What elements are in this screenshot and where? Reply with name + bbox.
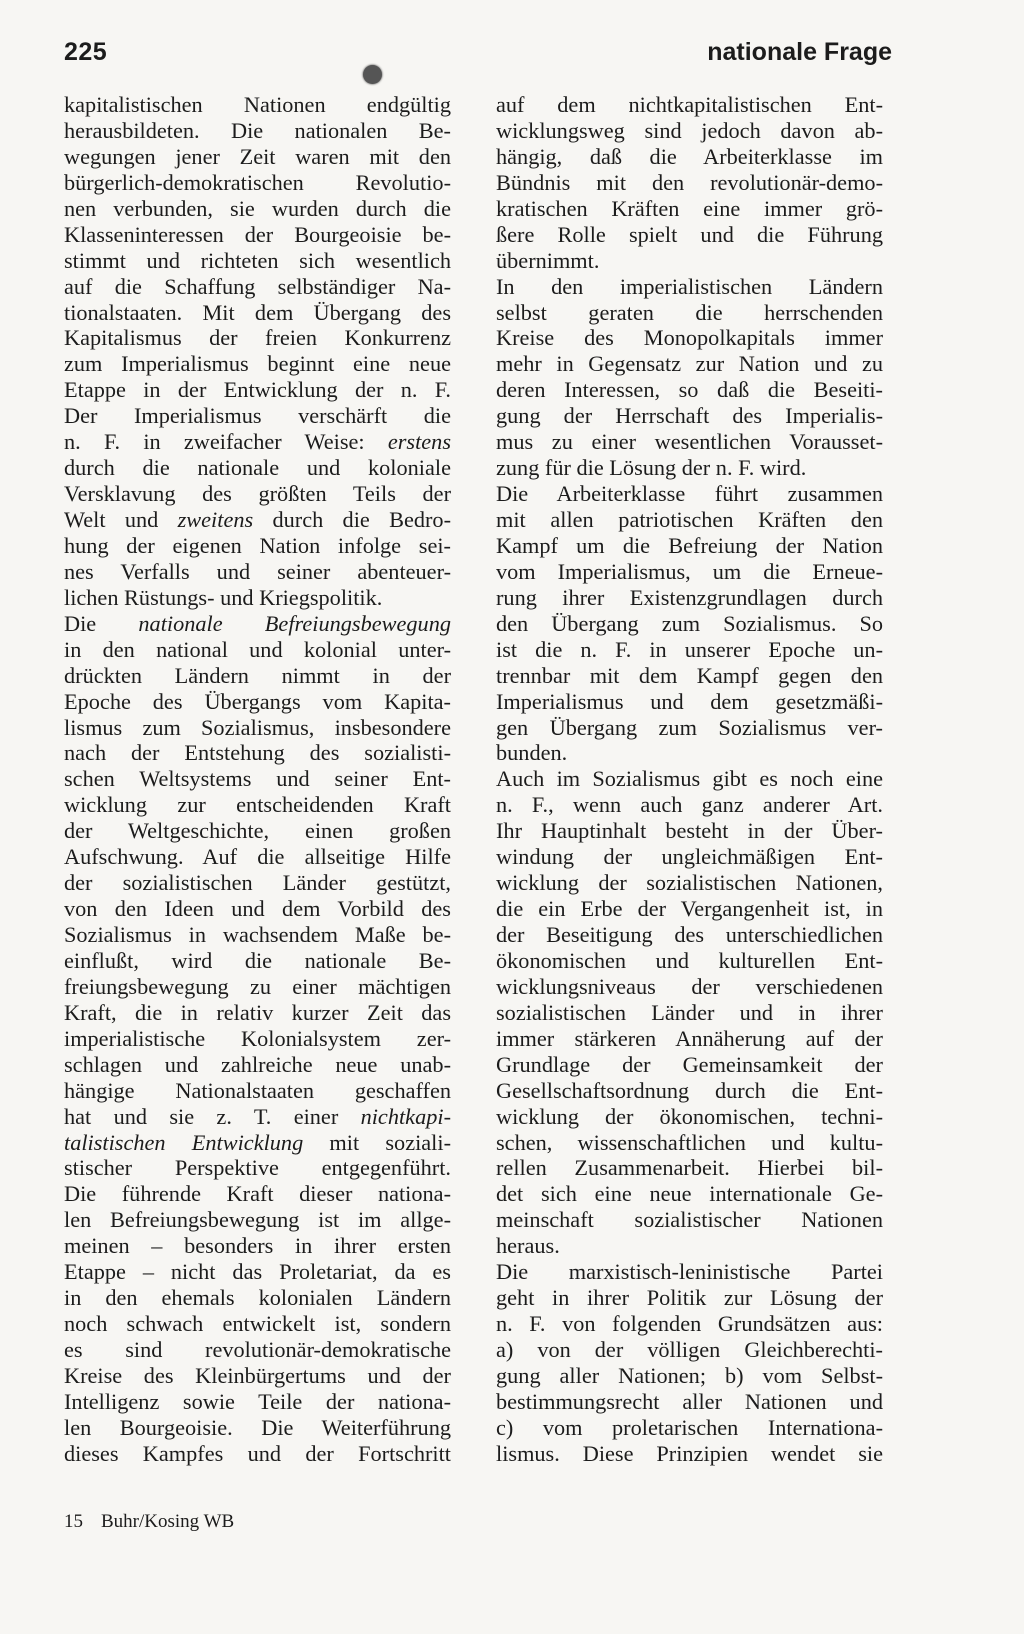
text-run: in den national und kolonial unter- (64, 636, 451, 662)
text-line (496, 974, 883, 1000)
text-run: nen verbunden, sie wurden durch die (64, 195, 451, 221)
text-run: Sozialismus in wachsendem Maße be- (64, 922, 451, 947)
text-run: hängig, daß die Arbeiterklasse im (496, 143, 883, 169)
text-line (64, 974, 451, 1000)
text-run: hung der eigenen Nation infolge sei- (64, 532, 451, 558)
left-text-column (64, 92, 451, 1467)
text-line (496, 274, 883, 300)
text-run: rellen Zusammenarbeit. Hierbei bil- (496, 1155, 883, 1181)
text-run: len Befreiungsbewegung ist im allge- (64, 1207, 451, 1233)
italic-term: zweitens (177, 507, 254, 532)
text-run: mit allen patriotischen Kräften den (496, 507, 883, 532)
text-run: ßere Rolle spielt und die Führung (496, 221, 883, 247)
text-line (496, 351, 883, 377)
text-run: Die (64, 610, 139, 636)
text-run: selbst geraten die herrschenden (496, 299, 883, 325)
text-line (64, 663, 451, 689)
running-title: nationale Frage (707, 38, 892, 66)
text-line (496, 715, 883, 741)
italic-term: nichtkapi- (360, 1103, 451, 1129)
text-line (496, 429, 883, 455)
text-run: wicklung der ökonomischen, techni- (496, 1103, 883, 1129)
text-run: wicklung der sozialistischen Nationen, (496, 870, 883, 896)
text-line (496, 611, 883, 637)
text-line (64, 1441, 451, 1467)
text-line (64, 274, 451, 300)
text-line (64, 740, 451, 766)
text-line (64, 429, 451, 455)
text-line (496, 377, 883, 403)
text-run: Gesellschaftsordnung durch die Ent- (496, 1077, 883, 1103)
text-run: Die Arbeiterklasse führt zusammen (496, 481, 883, 507)
text-run: Kreise des Kleinbürgertums und der (64, 1362, 451, 1388)
text-run: Der Imperialismus verschärft die (64, 403, 451, 429)
text-line (496, 1104, 883, 1130)
text-line (64, 92, 451, 118)
text-line (496, 1130, 883, 1156)
text-run: trennbar mit dem Kampf gegen den (496, 662, 883, 688)
text-line (496, 1363, 883, 1389)
text-line (64, 818, 451, 844)
text-line (496, 663, 883, 689)
text-run: stimmt und richteten sich wesentlich (64, 247, 451, 273)
text-run: deren Interessen, so daß die Beseiti- (496, 377, 883, 403)
text-line (64, 792, 451, 818)
text-line (64, 1207, 451, 1233)
text-line (64, 325, 451, 351)
text-line (496, 689, 883, 715)
text-line (496, 844, 883, 870)
text-run: Bündnis mit den revolutionär-demo- (496, 169, 883, 195)
italic-term: erstens (387, 429, 451, 455)
text-run: Etappe – nicht das Proletariat, da es (64, 1259, 451, 1285)
italic-term: nationale Befreiungsbewegung (138, 610, 451, 636)
text-line (64, 870, 451, 896)
text-line (496, 248, 883, 274)
text-line (496, 818, 883, 844)
text-run: vom Imperialismus, um die Erneue- (496, 558, 883, 584)
text-run: Grundlage der Gemeinsamkeit der (496, 1051, 883, 1077)
text-line (496, 222, 883, 248)
text-line (496, 637, 883, 663)
text-line (64, 507, 451, 533)
text-line (496, 922, 883, 948)
text-run: mit soziali- (303, 1129, 451, 1155)
text-line (64, 1155, 451, 1181)
text-line (496, 170, 883, 196)
text-line (496, 1181, 883, 1207)
text-line (64, 585, 451, 611)
text-run: Versklavung des größten Teils der (64, 481, 451, 507)
text-run: noch schwach entwickelt ist, sondern (64, 1311, 451, 1337)
ink-blot-mark (363, 65, 382, 84)
text-line (496, 792, 883, 818)
text-run: der Beseitigung des unterschiedlichen (496, 922, 883, 947)
text-run: ökonomischen und kulturellen Ent- (496, 947, 883, 973)
text-run: Aufschwung. Auf die allseitige Hilfe (64, 844, 451, 870)
text-run: in den ehemals kolonialen Ländern (64, 1285, 451, 1311)
text-run: sozialistischen Länder und in ihrer (496, 999, 883, 1025)
text-run: freiungsbewegung zu einer mächtigen (64, 973, 451, 999)
text-run: Die marxistisch-leninistische Partei (496, 1259, 883, 1285)
text-run: c) vom proletarischen Internationa- (496, 1414, 883, 1440)
text-run: zum Imperialismus beginnt eine neue (64, 351, 451, 377)
text-line (64, 1415, 451, 1441)
text-run: stischer Perspektive entgegenführt. (64, 1155, 451, 1181)
text-line (496, 585, 883, 611)
text-run: mus zu einer wesentlichen Vorausset- (496, 429, 883, 455)
signature-title: Buhr/Kosing WB (101, 1511, 235, 1532)
text-line (64, 766, 451, 792)
text-run: In den imperialistischen Ländern (496, 273, 883, 299)
text-run: gen Übergang zum Sozialismus ver- (496, 714, 883, 740)
text-run: herausbildeten. Die nationalen Be- (64, 117, 451, 143)
text-run: Etappe in der Entwicklung der n. F. (64, 377, 451, 403)
text-run: a) von der völligen Gleichberechti- (496, 1337, 883, 1362)
text-line (496, 1337, 883, 1363)
text-line (496, 325, 883, 351)
text-run: gung aller Nationen; b) vom Selbst- (496, 1362, 883, 1388)
text-run: der sozialistischen Länder gestützt, (64, 870, 451, 896)
text-line (496, 740, 883, 766)
text-line (64, 403, 451, 429)
text-run: wicklung zur entscheidenden Kraft (64, 792, 451, 818)
text-run: bestimmungsrecht aller Nationen und (496, 1388, 883, 1414)
text-run: det sich eine neue internationale Ge- (496, 1181, 883, 1207)
text-line (64, 481, 451, 507)
text-line (64, 948, 451, 974)
text-line (64, 896, 451, 922)
text-line (496, 481, 883, 507)
text-line (496, 1285, 883, 1311)
text-run: geht in ihrer Politik zur Lösung der (496, 1285, 883, 1311)
text-run: hängige Nationalstaaten geschaffen (64, 1077, 451, 1103)
text-line (64, 533, 451, 559)
text-run: bürgerlich-demokratischen Revolutio- (64, 169, 451, 195)
text-run: imperialistische Kolonialsystem zer- (64, 1025, 451, 1051)
text-run: die ein Erbe der Vergangenheit ist, in (496, 896, 883, 922)
text-line (64, 1233, 451, 1259)
text-run: bunden. (496, 740, 568, 766)
text-run: Intelligenz sowie Teile der nationa- (64, 1388, 451, 1414)
text-line (64, 637, 451, 663)
text-run: n. F. in zweifacher Weise: (64, 429, 388, 455)
text-run: meinschaft sozialistischer Nationen (496, 1207, 883, 1233)
text-line (496, 196, 883, 222)
text-line (64, 248, 451, 274)
text-line (64, 689, 451, 715)
text-run: übernimmt. (496, 247, 600, 273)
text-run: immer stärkeren Annäherung auf der (496, 1025, 883, 1051)
text-line (496, 1233, 883, 1259)
text-line (64, 300, 451, 326)
text-run: nach der Entstehung des sozialisti- (64, 740, 451, 766)
text-line (64, 196, 451, 222)
text-run: wicklungsniveaus der verschiedenen (496, 973, 883, 999)
text-run: durch die Bedro- (253, 507, 451, 532)
text-line (64, 1104, 451, 1130)
text-line (496, 1415, 883, 1441)
text-run: zung für die Lösung der n. F. wird. (496, 455, 807, 481)
text-run: kapitalistischen Nationen endgültig (64, 92, 451, 117)
text-run: lichen Rüstungs- und Kriegspolitik. (64, 584, 383, 610)
text-line (496, 766, 883, 792)
text-line (496, 559, 883, 585)
text-line (496, 896, 883, 922)
text-run: gung der Herrschaft des Imperialis- (496, 403, 883, 429)
text-run: lismus zum Sozialismus, insbesondere (64, 714, 451, 740)
text-run: einflußt, wird die nationale Be- (64, 947, 451, 973)
text-line (64, 144, 451, 170)
text-line (496, 1052, 883, 1078)
text-run: len Bourgeoisie. Die Weiterführung (64, 1414, 451, 1440)
text-line (64, 1181, 451, 1207)
text-line (496, 1000, 883, 1026)
text-run: ist die n. F. in unserer Epoche un- (496, 636, 883, 662)
text-line (64, 1337, 451, 1363)
text-line (64, 1026, 451, 1052)
text-run: auf die Schaffung selbständiger Na- (64, 273, 451, 299)
text-run: wegungen jener Zeit waren mit den (64, 143, 451, 169)
text-line (496, 533, 883, 559)
text-run: schen Weltsystems und seiner Ent- (64, 766, 451, 792)
text-line (64, 922, 451, 948)
text-run: lismus. Diese Prinzipien wendet sie (496, 1440, 883, 1466)
text-line (496, 1389, 883, 1415)
text-run: wicklungsweg sind jedoch davon ab- (496, 117, 883, 143)
text-line (496, 300, 883, 326)
text-run: von den Ideen und dem Vorbild des (64, 896, 451, 922)
text-run: meinen – besonders in ihrer ersten (64, 1233, 451, 1259)
page-number: 225 (64, 38, 108, 66)
text-run: kratischen Kräften eine immer grö- (496, 195, 883, 221)
text-line (64, 1000, 451, 1026)
text-line (64, 1285, 451, 1311)
text-line (64, 118, 451, 144)
text-run: mehr in Gegensatz zur Nation und zu (496, 351, 883, 377)
text-run: den Übergang zum Sozialismus. So (496, 610, 883, 636)
text-line (496, 1155, 883, 1181)
text-line (496, 1207, 883, 1233)
text-line (64, 611, 451, 637)
text-run: heraus. (496, 1233, 560, 1259)
text-line (64, 455, 451, 481)
text-line (64, 844, 451, 870)
text-line (64, 559, 451, 585)
text-run: Welt und (64, 507, 178, 532)
text-line (496, 118, 883, 144)
right-text-column (496, 92, 883, 1467)
text-run: Kapitalismus der freien Konkurrenz (64, 325, 451, 351)
text-run: Kampf um die Befreiung der Nation (496, 532, 883, 558)
italic-term: talistischen Entwicklung (64, 1129, 304, 1155)
text-run: Imperialismus und dem gesetzmäßi- (496, 688, 883, 714)
text-line (496, 948, 883, 974)
text-line (496, 1259, 883, 1285)
text-run: Klasseninteressen der Bourgeoisie be- (64, 221, 451, 247)
text-run: n. F., wenn auch ganz anderer Art. (496, 792, 883, 818)
text-run: Auch im Sozialismus gibt es noch eine (496, 766, 883, 792)
text-run: dieses Kampfes und der Fortschritt (64, 1440, 451, 1466)
text-line (64, 170, 451, 196)
text-run: windung der ungleichmäßigen Ent- (496, 844, 883, 870)
text-run: drückten Ländern nimmt in der (64, 662, 451, 688)
signature-number: 15 (64, 1511, 83, 1532)
text-line (64, 377, 451, 403)
text-run: der Weltgeschichte, einen großen (64, 818, 451, 844)
text-run: Ihr Hauptinhalt besteht in der Über- (496, 818, 883, 844)
text-run: Kreise des Monopolkapitals immer (496, 325, 883, 351)
text-run: Epoche des Übergangs vom Kapita- (64, 688, 451, 714)
text-line (496, 1026, 883, 1052)
text-run: Die führende Kraft dieser nationa- (64, 1181, 451, 1207)
text-run: schen, wissenschaftlichen und kultu- (496, 1129, 883, 1155)
text-line (64, 1078, 451, 1104)
text-run: auf dem nichtkapitalistischen Ent- (496, 92, 883, 117)
text-line (64, 351, 451, 377)
text-line (64, 715, 451, 741)
text-run: nes Verfalls und seiner abenteuer- (64, 558, 451, 584)
text-line (496, 403, 883, 429)
text-line (64, 1389, 451, 1415)
text-line (64, 1130, 451, 1156)
text-line (496, 92, 883, 118)
text-run: es sind revolutionär-demokratische (64, 1337, 451, 1362)
text-line (64, 1259, 451, 1285)
text-line (496, 1311, 883, 1337)
text-run: Kraft, die in relativ kurzer Zeit das (64, 999, 451, 1025)
text-run: schlagen und zahlreiche neue unab- (64, 1051, 451, 1077)
text-run: durch die nationale und koloniale (64, 455, 451, 481)
text-line (496, 1441, 883, 1467)
text-run: n. F. von folgenden Grundsätzen aus: (496, 1311, 883, 1337)
text-line (496, 507, 883, 533)
text-line (496, 455, 883, 481)
footer-signature (64, 1511, 234, 1533)
text-line (64, 1311, 451, 1337)
text-run: rung ihrer Existenzgrundlagen durch (496, 584, 883, 610)
text-run: hat und sie z. T. einer (64, 1103, 361, 1129)
text-line (64, 1363, 451, 1389)
text-run: tionalstaaten. Mit dem Übergang des (64, 299, 451, 325)
text-line (64, 222, 451, 248)
text-line (496, 1078, 883, 1104)
text-line (64, 1052, 451, 1078)
text-line (496, 870, 883, 896)
text-line (496, 144, 883, 170)
